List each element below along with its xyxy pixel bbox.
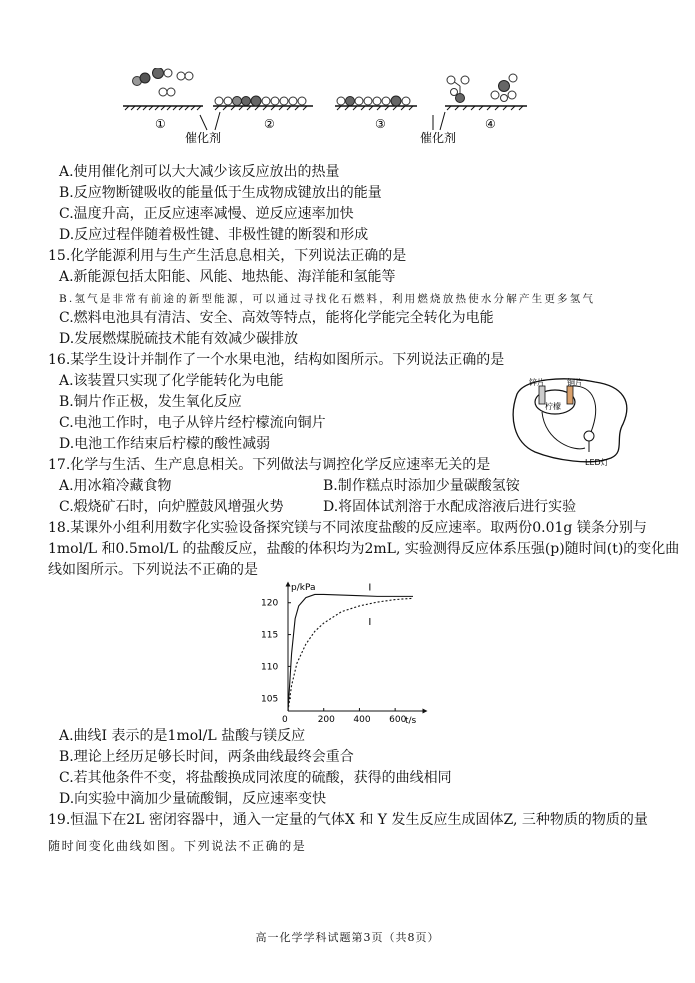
copper-label: 铜片 bbox=[567, 378, 583, 387]
stage-2-surface bbox=[213, 96, 313, 131]
q14-option-a: A.使用催化剂可以大大减少该反应放出的热量 bbox=[59, 164, 340, 180]
q18-option-a: A.曲线I 表示的是1mol/L 盐酸与镁反应 bbox=[59, 728, 306, 744]
page-footer: 高一化学学科试题第3页（共8页） bbox=[255, 931, 440, 944]
stage-3-surface bbox=[335, 96, 417, 131]
q15-option-a: A.新能源包括太阳能、风能、地热能、海洋能和氢能等 bbox=[59, 269, 396, 285]
catalyst-label-1: 催化剂 bbox=[185, 131, 222, 145]
catalyst-label-2: 催化剂 bbox=[420, 131, 457, 145]
x-tick-label: 600 bbox=[389, 715, 407, 725]
q19-stem-line-2: 随时间变化曲线如图。下列说法不正确的是 bbox=[48, 839, 307, 853]
stage-1-surface bbox=[123, 68, 203, 131]
q14-option-d: D.反应过程伴随着极性键、非极性键的断裂和形成 bbox=[59, 227, 369, 243]
q16-option-a: A.该装置只实现了化学能转化为电能 bbox=[59, 373, 284, 389]
q18-option-d: D.向实验中滴加少量硫酸铜，反应速率变快 bbox=[59, 791, 327, 807]
q15-option-c: C.燃料电池具有清洁、安全、高效等特点，能将化学能完全转化为电能 bbox=[59, 310, 494, 326]
y-tick-label: 110 bbox=[261, 662, 279, 673]
q18-stem-line-1: 18.某课外小组利用数字化实验设备探究镁与不同浓度盐酸的反应速率。取两份0.01g 镁条分别与 bbox=[48, 520, 647, 536]
y-tick-label: 105 bbox=[261, 694, 279, 705]
pressure-time-chart bbox=[255, 578, 435, 726]
led-label: LED灯 bbox=[585, 458, 609, 467]
lemon-battery-figure bbox=[505, 372, 637, 472]
series-2-line bbox=[288, 598, 413, 711]
q18-option-b: B.理论上经历足够长时间，两条曲线最终会重合 bbox=[59, 749, 354, 765]
q17-option-d: D.将固体试剂溶于水配成溶液后进行实验 bbox=[323, 499, 577, 515]
x-tick-label: 400 bbox=[353, 715, 371, 725]
q18-stem-line-2: 1mol/L 和0.5mol/L 的盐酸反应，盐酸的体积均为2mL, 实验测得反应体系压强(p)随时间(t)的变化曲 bbox=[48, 541, 680, 557]
q15-option-b: B.氢气是非常有前途的新型能源，可以通过寻找化石燃料，利用燃烧放热使水分解产生更多氢气 bbox=[59, 293, 596, 305]
q18-stem-line-3: 线如图所示。下列说法不正确的是 bbox=[48, 562, 258, 578]
x-tick-label: 0 bbox=[282, 715, 288, 725]
q19-stem-line-1: 19.恒温下在2L 密闭容器中，通入一定量的气体X 和 Y 发生反应生成固体Z, 三种物质的物质的量 bbox=[48, 812, 648, 828]
q18-option-c: C.若其他条件不变，将盐酸换成同浓度的硫酸，获得的曲线相同 bbox=[59, 770, 452, 786]
lemon-label: 柠檬 bbox=[545, 402, 561, 411]
q15-stem: 15.化学能源利用与生产生活息息相关，下列说法正确的是 bbox=[48, 248, 407, 264]
q16-option-c: C.电池工作时，电子从锌片经柠檬流向铜片 bbox=[59, 415, 326, 431]
q17-stem: 17.化学与生活、生产息息相关。下列做法与调控化学反应速率无关的是 bbox=[48, 457, 491, 473]
zinc-label: 锌片 bbox=[529, 378, 545, 387]
q15-option-d: D.发展燃煤脱硫技术能有效减少碳排放 bbox=[59, 331, 299, 347]
stage-4-surface bbox=[445, 74, 527, 131]
series-1-label: I bbox=[368, 582, 372, 594]
q16-option-d: D.电池工作结束后柠檬的酸性减弱 bbox=[59, 436, 271, 452]
y-tick-label: 115 bbox=[261, 630, 279, 641]
q17-option-a: A.用冰箱冷藏食物 bbox=[59, 478, 172, 494]
q14-option-b: B.反应物断键吸收的能量低于生成物成键放出的能量 bbox=[59, 185, 382, 201]
copper-plate bbox=[567, 386, 573, 404]
q17-option-b: B.制作糕点时添加少量碳酸氢铵 bbox=[323, 478, 520, 494]
q14-option-c: C.温度升高，正反应速率减慢、逆反应速率加快 bbox=[59, 206, 354, 222]
stage-3-label: ③ bbox=[375, 117, 386, 131]
q16-stem: 16.某学生设计并制作了一个水果电池，结构如图所示。下列说法正确的是 bbox=[48, 352, 505, 368]
y-axis-label: p/kPa bbox=[291, 583, 316, 593]
series-1-line bbox=[288, 594, 413, 711]
x-tick-label: 200 bbox=[317, 715, 335, 725]
led-icon bbox=[584, 431, 594, 441]
stage-1-label: ① bbox=[155, 117, 166, 131]
stage-2-label: ② bbox=[264, 117, 275, 131]
q16-option-b: B.铜片作正极，发生氧化反应 bbox=[59, 394, 242, 410]
catalysis-process-figure bbox=[115, 68, 535, 150]
y-tick-label: 120 bbox=[261, 598, 279, 609]
series-2-label: I bbox=[368, 617, 372, 629]
x-axis-label: t/s bbox=[405, 716, 417, 726]
q17-option-c: C.煅烧矿石时，向炉膛鼓风增强火势 bbox=[59, 499, 284, 515]
stage-4-label: ④ bbox=[485, 117, 496, 131]
